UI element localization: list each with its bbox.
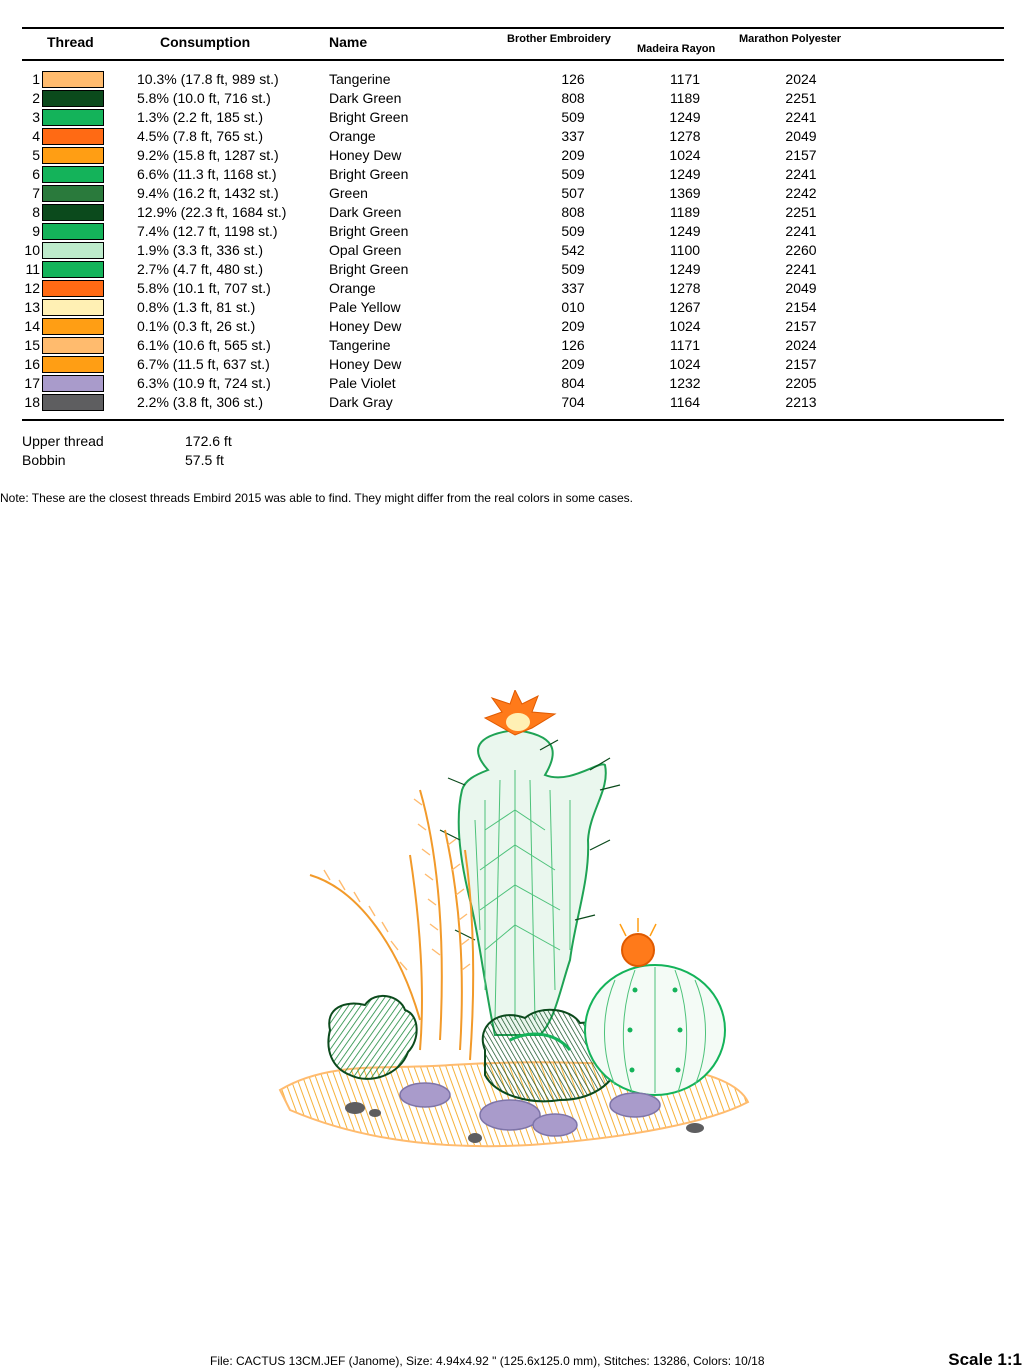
color-swatch <box>42 261 104 278</box>
madeira-code-cell: 1278 <box>669 128 701 144</box>
thread-name-cell: Bright Green <box>329 109 409 125</box>
bottom-rule <box>22 419 1004 421</box>
madeira-code-cell: 1171 <box>669 337 701 353</box>
consumption-cell: 2.2% (3.8 ft, 306 st.) <box>137 394 264 410</box>
marathon-code-cell: 2241 <box>785 261 817 277</box>
header-brother: Brother Embroidery <box>507 33 611 45</box>
consumption-cell: 12.9% (22.3 ft, 1684 st.) <box>137 204 287 220</box>
table-row <box>0 260 1024 279</box>
row-number: 6 <box>32 166 40 182</box>
color-swatch <box>42 356 104 373</box>
brother-code-cell: 209 <box>561 318 585 334</box>
color-swatch <box>42 166 104 183</box>
table-row <box>0 203 1024 222</box>
brother-code-cell: 808 <box>561 204 585 220</box>
madeira-code-cell: 1024 <box>669 147 701 163</box>
thread-name-cell: Tangerine <box>329 337 391 353</box>
table-row <box>0 70 1024 89</box>
table-row <box>0 298 1024 317</box>
color-swatch <box>42 147 104 164</box>
consumption-cell: 10.3% (17.8 ft, 989 st.) <box>137 71 279 87</box>
row-number: 3 <box>32 109 40 125</box>
top-rule <box>22 27 1004 29</box>
madeira-code-cell: 1249 <box>669 166 701 182</box>
table-row <box>0 317 1024 336</box>
brother-code-cell: 507 <box>561 185 585 201</box>
thread-name-cell: Honey Dew <box>329 356 402 372</box>
thread-name-cell: Orange <box>329 128 376 144</box>
thread-name-cell: Pale Violet <box>329 375 396 391</box>
brother-code-cell: 509 <box>561 261 585 277</box>
consumption-cell: 7.4% (12.7 ft, 1198 st.) <box>137 223 278 239</box>
table-row <box>0 165 1024 184</box>
color-swatch <box>42 337 104 354</box>
row-number: 2 <box>32 90 40 106</box>
row-number: 11 <box>25 261 40 277</box>
row-number: 18 <box>24 394 40 410</box>
upper-thread-value: 172.6 ft <box>185 433 232 449</box>
table-row <box>0 279 1024 298</box>
marathon-code-cell: 2241 <box>785 109 817 125</box>
color-swatch <box>42 394 104 411</box>
table-row <box>0 374 1024 393</box>
row-number: 1 <box>32 71 40 87</box>
marathon-code-cell: 2157 <box>785 356 817 372</box>
color-swatch <box>42 90 104 107</box>
color-swatch <box>42 185 104 202</box>
row-number: 8 <box>32 204 40 220</box>
brother-code-cell: 808 <box>561 90 585 106</box>
consumption-cell: 5.8% (10.0 ft, 716 st.) <box>137 90 271 106</box>
color-swatch <box>42 318 104 335</box>
marathon-code-cell: 2205 <box>785 375 817 391</box>
consumption-cell: 6.7% (11.5 ft, 637 st.) <box>137 356 270 372</box>
marathon-code-cell: 2251 <box>785 204 817 220</box>
row-number: 4 <box>32 128 40 144</box>
thread-name-cell: Dark Gray <box>329 394 393 410</box>
marathon-code-cell: 2154 <box>785 299 817 315</box>
brother-code-cell: 337 <box>561 280 585 296</box>
madeira-code-cell: 1278 <box>669 280 701 296</box>
header-name: Name <box>329 34 368 50</box>
consumption-cell: 4.5% (7.8 ft, 765 st.) <box>137 128 264 144</box>
file-info: File: CACTUS 13CM.JEF (Janome), Size: 4.94x4.92 " (125.6x125.0 mm), Stitches: 13286, Colors: 10/18 <box>210 1354 765 1368</box>
thread-name-cell: Honey Dew <box>329 318 402 334</box>
row-number: 16 <box>24 356 40 372</box>
header-marathon: Marathon Polyester <box>739 33 842 45</box>
header-madeira: Madeira Rayon <box>637 43 716 55</box>
row-number: 9 <box>32 223 40 239</box>
marathon-code-cell: 2241 <box>785 166 817 182</box>
madeira-code-cell: 1100 <box>669 242 701 258</box>
table-row <box>0 241 1024 260</box>
table-row <box>0 89 1024 108</box>
thread-name-cell: Dark Green <box>329 90 402 106</box>
marathon-code-cell: 2049 <box>785 128 817 144</box>
thread-name-cell: Bright Green <box>329 261 409 277</box>
table-row <box>0 127 1024 146</box>
row-number: 14 <box>24 318 40 334</box>
color-note: Note: These are the closest threads Embird 2015 was able to find. They might differ from the real colors in some cases. <box>0 491 633 505</box>
thread-name-cell: Opal Green <box>329 242 402 258</box>
color-swatch <box>42 204 104 221</box>
header-consumption: Consumption <box>160 34 251 50</box>
brother-code-cell: 509 <box>561 166 585 182</box>
color-swatch <box>42 223 104 240</box>
top-flower <box>485 690 555 735</box>
barrel-flower <box>622 934 654 966</box>
marathon-code-cell: 2242 <box>785 185 817 201</box>
brother-code-cell: 010 <box>561 299 585 315</box>
brother-code-cell: 704 <box>561 394 585 410</box>
header-thread: Thread <box>47 34 94 50</box>
row-number: 10 <box>24 242 40 258</box>
madeira-code-cell: 1249 <box>669 109 701 125</box>
marathon-code-cell: 2157 <box>785 147 817 163</box>
thread-name-cell: Green <box>329 185 368 201</box>
thread-name-cell: Honey Dew <box>329 147 402 163</box>
marathon-code-cell: 2157 <box>785 318 817 334</box>
marathon-code-cell: 2251 <box>785 90 817 106</box>
madeira-code-cell: 1249 <box>669 223 701 239</box>
brother-code-cell: 126 <box>561 71 585 87</box>
embroidery-preview <box>270 690 760 1170</box>
brother-code-cell: 804 <box>561 375 585 391</box>
row-number: 5 <box>32 147 40 163</box>
bobbin-label: Bobbin <box>22 452 66 468</box>
color-swatch <box>42 242 104 259</box>
consumption-cell: 6.1% (10.6 ft, 565 st.) <box>137 337 271 353</box>
brother-code-cell: 509 <box>561 109 585 125</box>
table-row <box>0 336 1024 355</box>
table-row <box>0 146 1024 165</box>
marathon-code-cell: 2241 <box>785 223 817 239</box>
row-number: 17 <box>24 375 40 391</box>
thread-name-cell: Bright Green <box>329 223 409 239</box>
marathon-code-cell: 2213 <box>785 394 817 410</box>
table-row <box>0 222 1024 241</box>
marathon-code-cell: 2024 <box>785 71 817 87</box>
thread-name-cell: Orange <box>329 280 376 296</box>
color-swatch <box>42 375 104 392</box>
row-number: 12 <box>24 280 40 296</box>
brother-code-cell: 509 <box>561 223 585 239</box>
color-swatch <box>42 109 104 126</box>
row-number: 7 <box>32 185 40 201</box>
brother-code-cell: 337 <box>561 128 585 144</box>
table-row <box>0 184 1024 203</box>
consumption-cell: 6.3% (10.9 ft, 724 st.) <box>137 375 271 391</box>
color-swatch <box>42 71 104 88</box>
consumption-cell: 9.2% (15.8 ft, 1287 st.) <box>137 147 279 163</box>
madeira-code-cell: 1232 <box>669 375 701 391</box>
madeira-code-cell: 1267 <box>669 299 701 315</box>
madeira-code-cell: 1189 <box>669 90 701 106</box>
madeira-code-cell: 1249 <box>669 261 701 277</box>
scale-label: Scale 1:1 <box>948 1350 1022 1369</box>
madeira-code-cell: 1164 <box>669 394 701 410</box>
marathon-code-cell: 2024 <box>785 337 817 353</box>
marathon-code-cell: 2049 <box>785 280 817 296</box>
madeira-code-cell: 1189 <box>669 204 701 220</box>
consumption-cell: 1.9% (3.3 ft, 336 st.) <box>137 242 264 258</box>
consumption-cell: 0.8% (1.3 ft, 81 st.) <box>137 299 256 315</box>
thread-name-cell: Tangerine <box>329 71 391 87</box>
table-row <box>0 355 1024 374</box>
color-swatch <box>42 299 104 316</box>
consumption-cell: 2.7% (4.7 ft, 480 st.) <box>137 261 264 277</box>
thread-name-cell: Dark Green <box>329 204 402 220</box>
brother-code-cell: 209 <box>561 147 585 163</box>
marathon-code-cell: 2260 <box>785 242 817 258</box>
table-row <box>0 393 1024 412</box>
madeira-code-cell: 1369 <box>669 185 701 201</box>
row-number: 13 <box>24 299 40 315</box>
brother-code-cell: 209 <box>561 356 585 372</box>
madeira-code-cell: 1171 <box>669 71 701 87</box>
thread-name-cell: Pale Yellow <box>329 299 401 315</box>
brother-code-cell: 542 <box>561 242 585 258</box>
upper-thread-label: Upper thread <box>22 433 104 449</box>
bobbin-value: 57.5 ft <box>185 452 224 468</box>
brother-code-cell: 126 <box>561 337 585 353</box>
header-rule <box>22 59 1004 61</box>
row-number: 15 <box>24 337 40 353</box>
consumption-cell: 5.8% (10.1 ft, 707 st.) <box>137 280 271 296</box>
consumption-cell: 1.3% (2.2 ft, 185 st.) <box>137 109 264 125</box>
madeira-code-cell: 1024 <box>669 318 701 334</box>
consumption-cell: 9.4% (16.2 ft, 1432 st.) <box>137 185 279 201</box>
consumption-cell: 0.1% (0.3 ft, 26 st.) <box>137 318 256 334</box>
thread-name-cell: Bright Green <box>329 166 409 182</box>
color-swatch <box>42 128 104 145</box>
table-row <box>0 108 1024 127</box>
madeira-code-cell: 1024 <box>669 356 701 372</box>
color-swatch <box>42 280 104 297</box>
consumption-cell: 6.6% (11.3 ft, 1168 st.) <box>137 166 277 182</box>
